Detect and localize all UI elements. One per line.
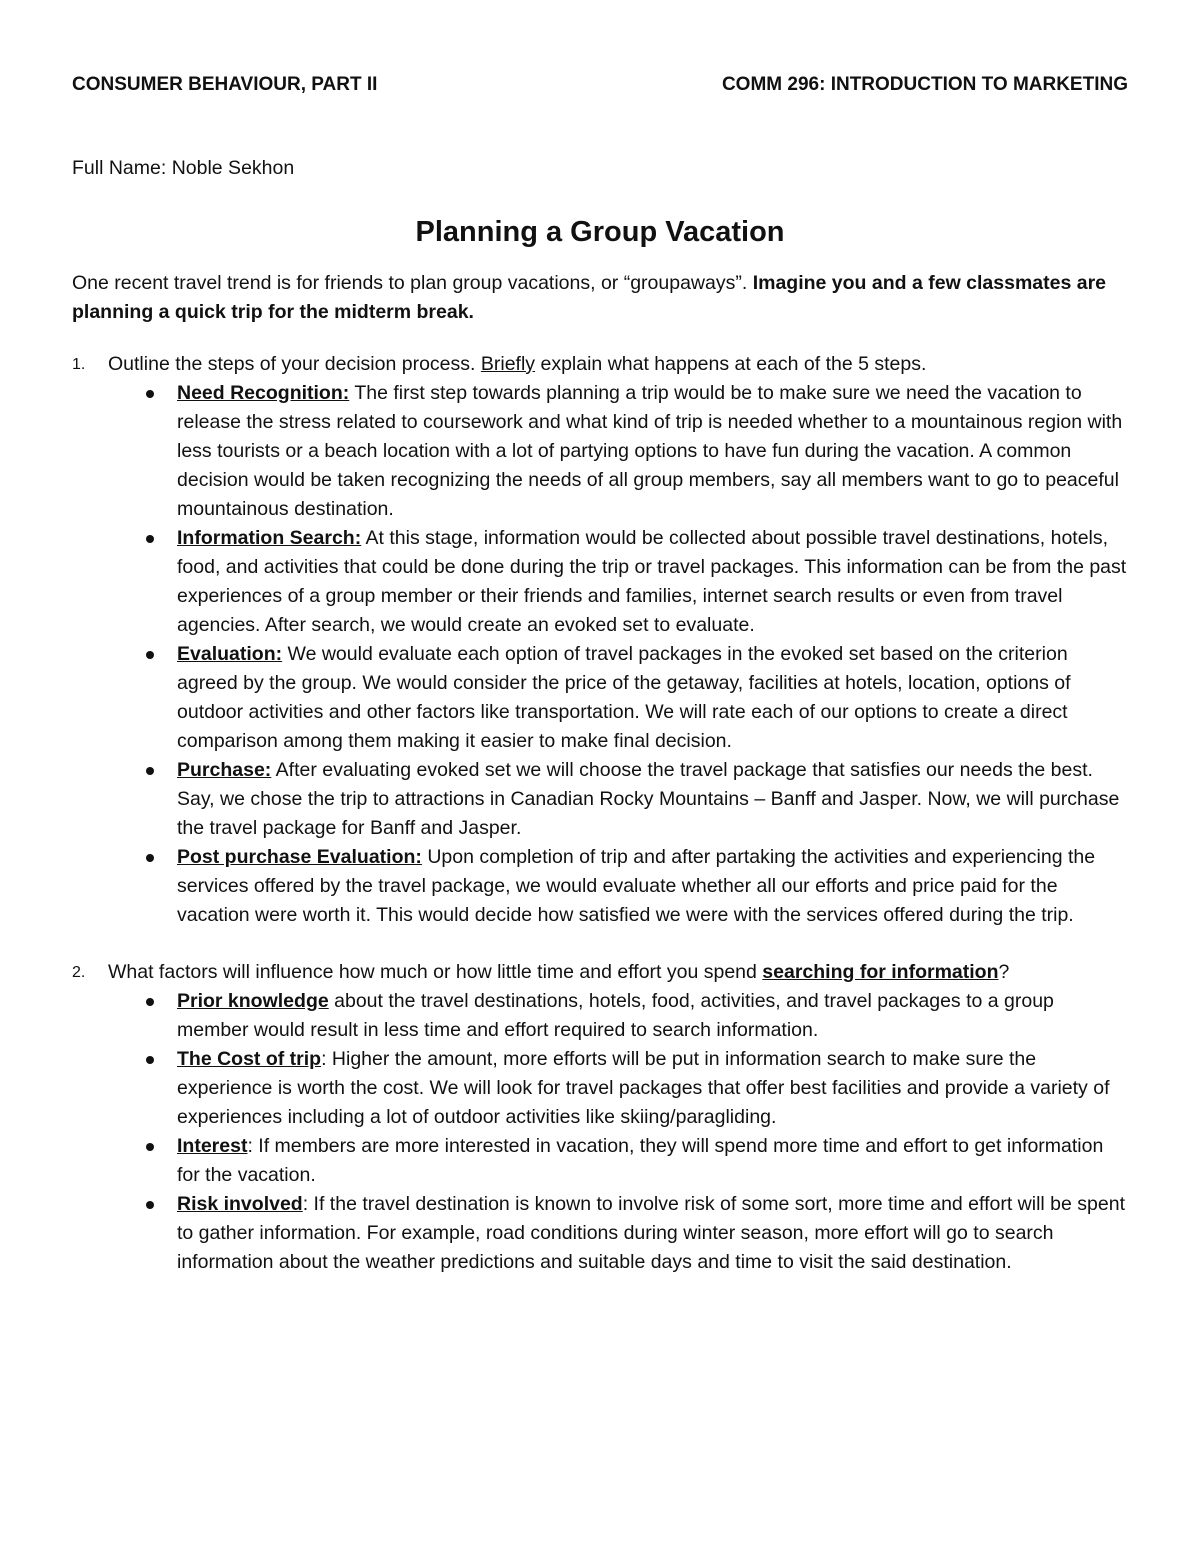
- step-text: Upon completion of trip and after partaking the activities and experiencing the services offered by the travel package, we would evaluate whether all our efforts and price paid for the vacation were worth it. This would decide how satisfied we were with the services offered during the trip.: [177, 846, 1096, 926]
- step-text: After evaluating evoked set we will choose the travel package that satisfies our needs the best. Say, we chose the trip to attractions in Canadian Rocky Mountains – Banff and Jasper. Now, we will purchase the travel package for Banff and Jasper.: [177, 759, 1120, 839]
- bullet-icon: [146, 998, 154, 1006]
- factor-text: : Higher the amount, more efforts will be put in information search to make sure the experience is worth the cost. We will look for travel packages that offer best facilities and provide a variety of experiences including a lot of outdoor activities like skiing/paragliding.: [177, 1048, 1110, 1128]
- course-code-title: COMM 296: INTRODUCTION TO MARKETING: [721, 74, 1128, 95]
- step-term: Purchase:: [177, 759, 272, 781]
- factor-text: : If the travel destination is known to involve risk of some sort, more time and effort will be spent to gather information. For example, road conditions during winter season, more effort will go to search information about the weather predictions and suitable days and time to visit the said destination.: [177, 1193, 1125, 1273]
- question-list: [72, 350, 1128, 1277]
- factor-text: : If members are more interested in vacation, they will spend more time and effort to get information for the vacation.: [177, 1135, 1104, 1186]
- factor-term: Risk involved: [177, 1193, 303, 1215]
- bullet-icon: [146, 535, 154, 543]
- intro-bold-text: Imagine you and a few classmates are planning a quick trip for the midterm break.: [72, 272, 1107, 323]
- prompt-emphasis: Briefly: [480, 353, 536, 375]
- list-item: [177, 756, 1128, 843]
- list-item: [177, 379, 1128, 524]
- page-header: [72, 70, 1128, 99]
- question-2: [72, 958, 1128, 1277]
- course-section-title: CONSUMER BEHAVIOUR, PART II: [72, 74, 378, 95]
- intro-text: One recent travel trend is for friends to plan group vacations, or “groupaways”.: [72, 272, 748, 294]
- factor-term: The Cost of trip: [177, 1048, 322, 1070]
- step-term: Evaluation:: [177, 643, 283, 665]
- step-term: Post purchase Evaluation:: [177, 846, 422, 868]
- bullet-icon: [146, 651, 154, 659]
- prompt-emphasis: searching for information: [762, 961, 999, 983]
- list-item: [177, 640, 1128, 756]
- bullet-icon: [146, 1056, 154, 1064]
- step-term: Information Search:: [177, 527, 362, 549]
- page-title: Planning a Group Vacation: [415, 216, 785, 248]
- prompt-text-end: explain what happens at each of the 5 steps.: [540, 353, 927, 375]
- factor-term: Interest: [177, 1135, 248, 1157]
- question-number: 1.: [72, 356, 86, 373]
- list-item: [177, 987, 1128, 1045]
- step-text: At this stage, information would be collected about possible travel destinations, hotels, food, and activities that could be done during the trip or travel packages. This information can be from the past experiences of a group member or their friends and families, internet search results or even from travel agencies. After search, we would create an evoked set to evaluate.: [177, 527, 1127, 636]
- prompt-text: Outline the steps of your decision process.: [108, 353, 476, 375]
- list-item: [177, 1045, 1128, 1132]
- question-1: [72, 350, 1128, 930]
- step-term: Need Recognition:: [177, 382, 350, 404]
- list-item: [177, 843, 1128, 930]
- factor-term: Prior knowledge: [177, 990, 329, 1012]
- question-prompt: [108, 958, 1128, 987]
- prompt-text-end: ?: [998, 961, 1010, 983]
- step-text: We would evaluate each option of travel packages in the evoked set based on the criterion agreed by the group. We would consider the price of the getaway, facilities at hotels, location, options of outdoor activities and other factors like transportation. We will rate each of our options to create a direct comparison among them making it easier to make final decision.: [177, 643, 1071, 752]
- answer-list: [108, 379, 1128, 930]
- bullet-icon: [146, 854, 154, 862]
- full-name-line: Full Name: Noble Sekhon: [72, 157, 295, 179]
- answer-list: [108, 987, 1128, 1277]
- list-item: [177, 1132, 1128, 1190]
- prompt-text: What factors will influence how much or how little time and effort you spend: [108, 961, 757, 983]
- bullet-icon: [146, 390, 154, 398]
- bullet-icon: [146, 1201, 154, 1209]
- bullet-icon: [146, 1143, 154, 1151]
- intro-paragraph: [72, 269, 1128, 327]
- question-prompt: [108, 350, 1128, 379]
- step-text: The first step towards planning a trip would be to make sure we need the vacation to release the stress related to coursework and what kind of trip is needed whether to a mountainous region with less tourists or a beach location with a lot of partying options to have fun during the vacation. A common decision would be taken recognizing the needs of all group members, say all members want to go to peaceful mountainous destination.: [177, 382, 1123, 520]
- list-item: [177, 524, 1128, 640]
- question-number: 2.: [72, 964, 86, 981]
- bullet-icon: [146, 767, 154, 775]
- factor-text: about the travel destinations, hotels, food, activities, and travel packages to a group member would result in less time and effort required to search information.: [177, 990, 1054, 1041]
- list-item: [177, 1190, 1128, 1277]
